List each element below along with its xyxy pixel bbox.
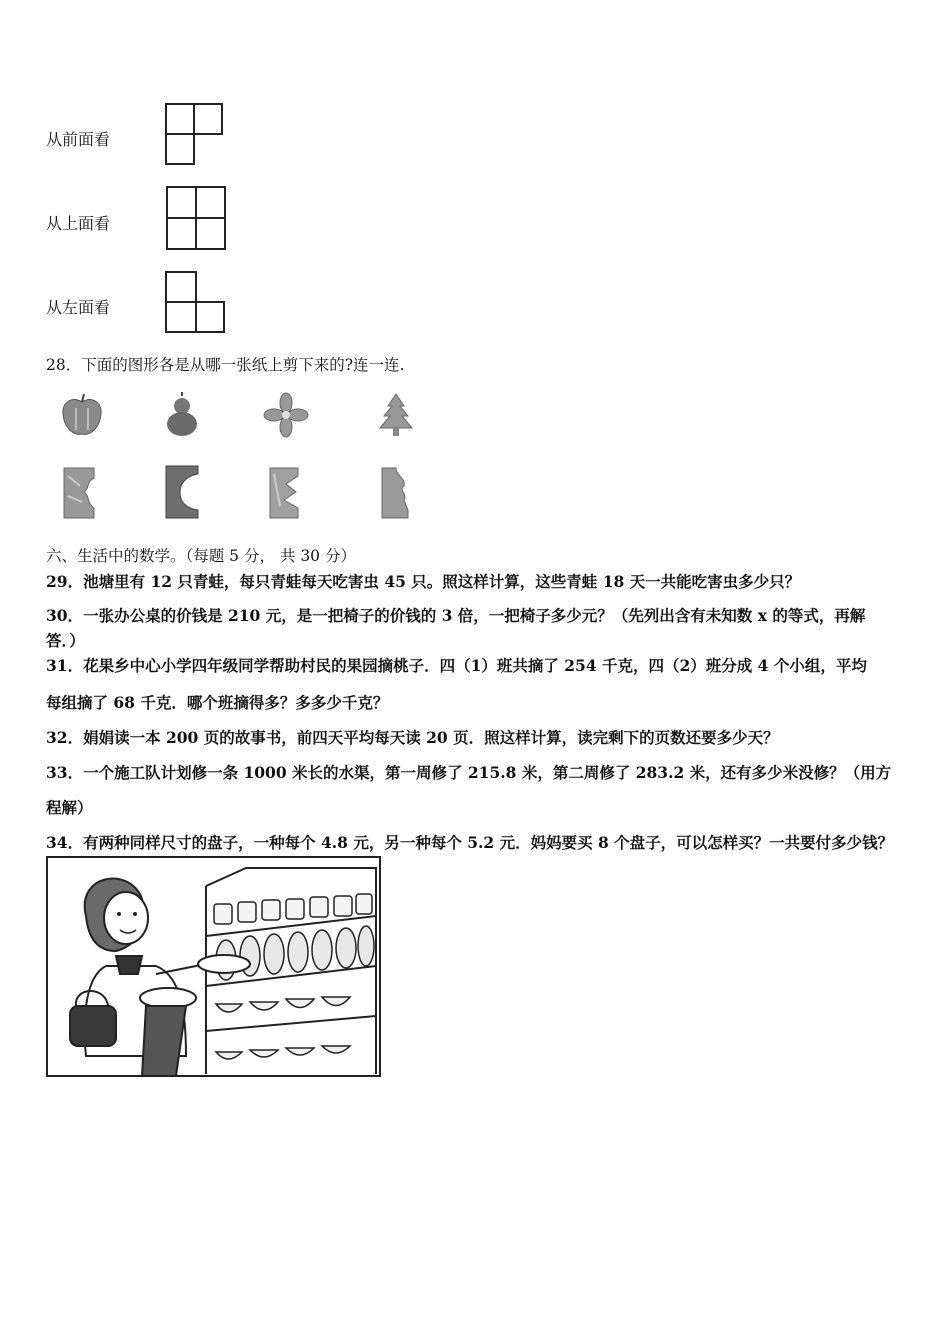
question-33-line-1: 33．一个施工队计划修一条 1000 米长的水渠，第一周修了 215.8 米，第二周修了 283.2 米，还有多少米没修？（用方: [46, 763, 892, 782]
question-31-line-2: 每组摘了 68 千克．哪个班摘得多？多多少千克？: [46, 693, 389, 712]
paper-piece-4: [378, 466, 414, 520]
front-view-figure: [162, 100, 226, 168]
apple-shape: [58, 392, 106, 440]
plate-shopping-illustration: [46, 856, 382, 1078]
view-label-top: 从上面看: [46, 214, 111, 233]
question-29: 29．池塘里有 12 只青蛙，每只青蛙每天吃害虫 45 只。照这样计算，这些青蛙 18 天一共能吃害虫多少只？: [46, 572, 801, 591]
tree-shape: [374, 392, 418, 438]
paper-piece-1: [60, 466, 100, 520]
question-34: 34．有两种同样尺寸的盘子，一种每个 4.8 元，另一种每个 5.2 元．妈妈要买 8 个盘子，可以怎样买？一共要付多少钱？: [46, 833, 894, 852]
view-label-front: 从前面看: [46, 130, 111, 149]
section-6-heading: 六、生活中的数学。（每题 5 分， 共 30 分）: [46, 547, 356, 565]
question-32: 32．娟娟读一本 200 页的故事书，前四天平均每天读 20 页．照这样计算，读完剩下的页数还要多少天？: [46, 728, 779, 747]
question-31-line-1: 31．花果乡中心小学四年级同学帮助村民的果园摘桃子．四（1）班共摘了 254 千克，四（2）班分成 4 个小组，平均: [46, 656, 867, 675]
gourd-shape: [160, 392, 204, 440]
view-label-left: 从左面看: [46, 298, 111, 317]
flower-shape: [263, 392, 309, 438]
question-28: 28．下面的图形各是从哪一张纸上剪下来的?连一连.: [46, 356, 405, 374]
question-30-line-1: 30．一张办公桌的价钱是 210 元，是一把椅子的价钱的 3 倍，一把椅子多少元？（先列出含有未知数 x 的等式，再解: [46, 606, 866, 625]
question-33-line-2: 程解）: [46, 798, 93, 817]
paper-piece-3: [266, 466, 304, 520]
left-view-figure: [162, 268, 228, 338]
paper-piece-2: [162, 464, 202, 520]
question-30-line-2: 答．）: [46, 631, 85, 650]
top-view-figure: [162, 184, 230, 254]
